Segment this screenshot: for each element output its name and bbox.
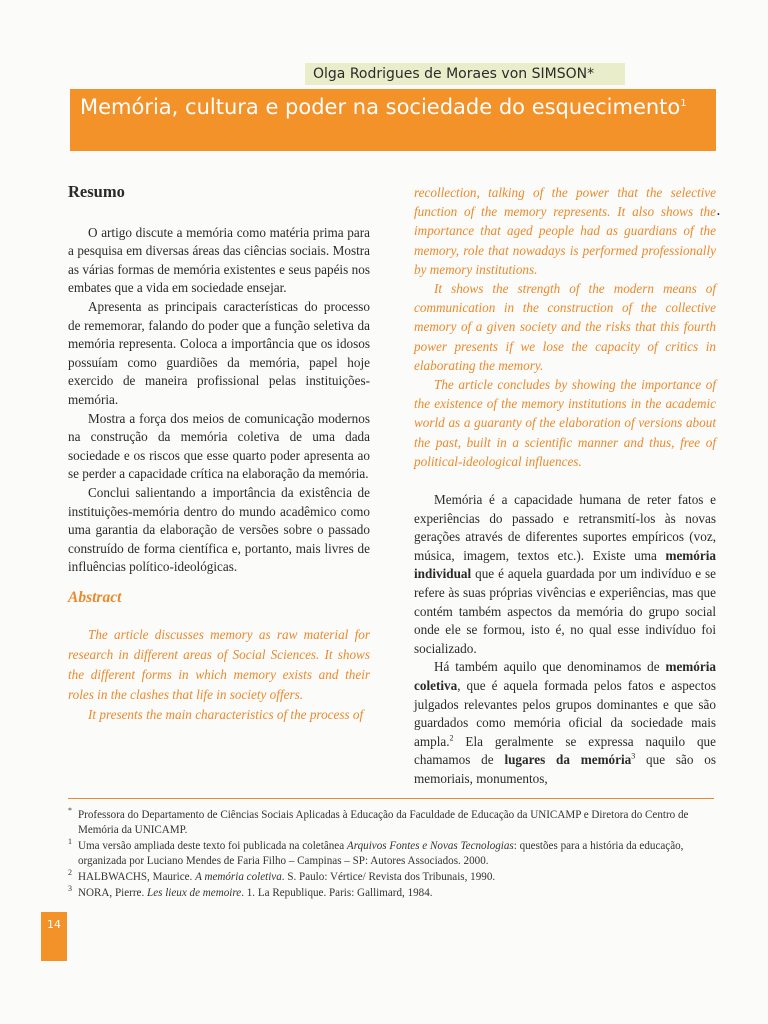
article-title: Memória, cultura e poder na sociedade do esquecimento$^1$: [80, 95, 687, 119]
resumo-heading: Resumo: [68, 182, 125, 201]
abstract-paragraph: It shows the strength of the modern means of communication in the construction of the collective memory of a given society and the risks that this fourth power presents if we lose the capacity of critics in elaborating the memory.: [414, 281, 716, 373]
footnote: 1 Uma versão ampliada deste texto foi publicada na coletânea Arquivos Fontes e Novas Tecnologias: questões para a história da educação, organizada por Luciano Mendes de Faria Filho – Campinas – SP: Autores Associados. 2000.: [68, 837, 684, 867]
abstract-paragraph: It presents the main characteristics of the process of: [88, 706, 364, 722]
abstract-heading: Abstract: [68, 588, 122, 606]
footnote-divider: [68, 798, 714, 799]
footnotes: [68, 808, 716, 902]
resumo-paragraph: Mostra a força dos meios de comunicação modernos na construção da memória coletiva de uma dada sociedade e os riscos que esse quarto poder apresenta ao se perder a capacidade crítica na elaboração da memória.: [68, 410, 370, 482]
page-number: 14: [41, 912, 67, 961]
body-paragraph: Há também aquilo que denominamos de memória coletiva, que é aquela formada pelos fatos e aspectos julgados relevantes pelos grupos dominantes e que são guardados como memória oficial da sociedade mais ampla.$^2$ Ela geralmente se expressa naquilo que chamamos de lugares da memória$^3$ que são os memoriais, monumentos,: [414, 659, 716, 786]
abstract-paragraph: recollection, talking of the power that the selective function of the memory represents. It also shows the importance that aged people had as guardians of the memory, role that nowadays is performed professionally by memory institutions.: [414, 185, 716, 277]
title-banner: [70, 89, 716, 151]
body-paragraph: Memória é a capacidade humana de reter fatos e experiências do passado e retransmití-los às novas gerações através de diferentes suportes empíricos (voz, música, imagem, textos etc.). Existe uma memória individual que é aquela guardada por um indivíduo e se refere às suas próprias vivências e experiências, mas que contém também aspectos da memória do grupo social onde ele se formou, isto é, no qual esse indivíduo foi socializado.: [414, 492, 716, 656]
abstract-paragraph: The article discusses memory as raw material for research in different areas of Social Sciences. It shows the different forms in which memory exists and their roles in the clashes that life in society offers.: [68, 627, 370, 702]
resumo-paragraph: Apresenta as principais características do processo de rememorar, falando do poder que a função seletiva da memória representa. Coloca a importância que os idosos possuíam como guardiões da memória, papel hoje exercido de maneira profissional pelas instituições-memória.: [68, 298, 370, 407]
footnote: * Professora do Departamento de Ciências Sociais Aplicadas à Educação da Faculdade de Educação da UNICAMP e Diretora do Centro de Memória da UNICAMP.: [68, 806, 689, 836]
stray-mark: •: [717, 210, 720, 219]
footnote: 3 NORA, Pierre. Les lieux de memoire. 1. La Republique. Paris: Gallimard, 1984.: [68, 884, 433, 899]
resumo-paragraph: Conclui salientando a importância da existência de instituições-memória dentro do mundo acadêmico como uma garantia da elaboração de versões sobre o passado construído de forma científica e, portanto, mais livres de influências político-ideológicas.: [68, 484, 370, 575]
author-name: Olga Rodrigues de Moraes von SIMSON*: [305, 63, 625, 85]
footnote: 2 HALBWACHS, Maurice. A memória coletiva. S. Paulo: Vértice/ Revista dos Tribunais, 1990.: [68, 868, 496, 883]
title-footnote-ref: 1: [680, 98, 687, 109]
resumo-paragraph: O artigo discute a memória como matéria prima para a pesquisa em diversas áreas das ciências sociais. Mostra as várias formas de memória existentes e seus papéis nos embates que a vida em sociedade ensejar.: [68, 224, 370, 296]
right-column: [414, 183, 716, 789]
left-column: [68, 183, 370, 724]
abstract-paragraph: The article concludes by showing the importance of the existence of the memory institutions in the academic world as a guaranty of the elaboration of versions about the past, built in a scientific manner and thus, free of political-ideological influences.: [414, 377, 716, 469]
